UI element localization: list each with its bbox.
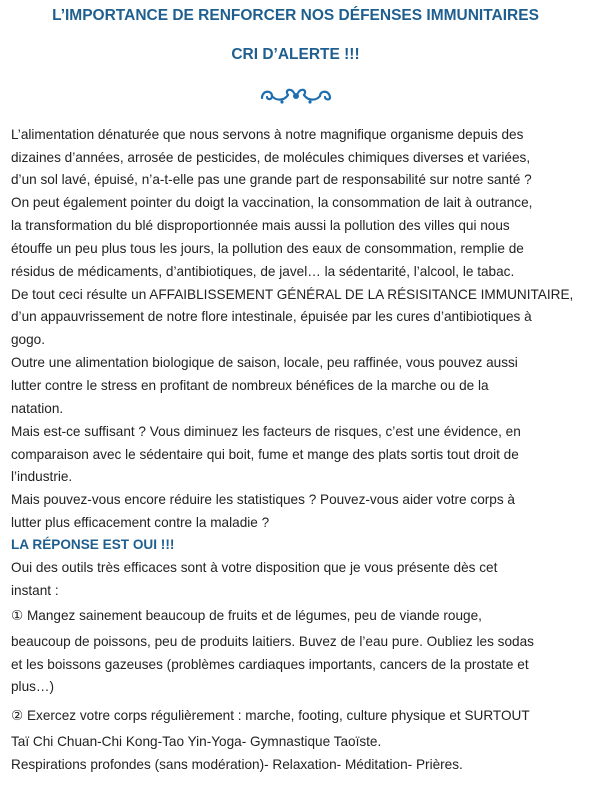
body-line: On peut également pointer du doigt la vaccination, la consommation de lait à outrance,	[11, 195, 533, 210]
document-subtitle: CRI D’ALERTE !!!	[231, 46, 360, 63]
body-line: et les boissons gazeuses (problèmes cardiaques importants, cancers de la prostate et	[11, 657, 529, 672]
body-line: beaucoup de poissons, peu de produits laitiers. Buvez de l’eau pure. Oubliez les sodas	[11, 634, 534, 649]
body-line: étouffe un peu plus tous les jours, la pollution des eaux de consommation, remplie de	[11, 241, 524, 256]
answer-heading: LA RÉPONSE EST OUI !!!	[11, 537, 175, 552]
body-line: Mais pouvez-vous encore réduire les statistiques ? Pouvez-vous aider votre corps à	[11, 492, 515, 507]
body-line: Respirations profondes (sans modération)- Relaxation- Méditation- Prières.	[11, 757, 463, 772]
body-line: plus…)	[11, 679, 55, 694]
body-line: lutter plus efficacement contre la maladie ?	[11, 515, 270, 530]
body-line: résidus de médicaments, d’antibiotiques, de javel… la sédentarité, l’alcool, le tabac.	[11, 264, 515, 279]
blue-swirl-ornament-icon	[258, 84, 334, 106]
body-line: dizaines d’années, arrosée de pesticides, de molécules chimiques diverses et variées,	[11, 150, 531, 165]
body-line: Oui des outils très efficaces sont à votre disposition que je vous présente dès cet	[11, 560, 498, 575]
body-line: la transformation du blé disproportionnée mais aussi la pollution des villes qui nous	[11, 218, 510, 233]
list-item-1: ① Mangez sainement beaucoup de fruits et de légumes, peu de viande rouge,	[11, 608, 482, 623]
body-line: d’un appauvrissement de notre flore intestinale, épuisée par les cures d’antibiotiques à	[11, 309, 532, 324]
body-line: De tout ceci résulte un AFFAIBLISSEMENT GÉNÉRAL DE LA RÉSISITANCE IMMUNITAIRE,	[11, 287, 574, 302]
body-line: l’industrie.	[11, 469, 73, 484]
body-line: Taï Chi Chuan-Chi Kong-Tao Yin-Yoga- Gymnastique Taoïste.	[11, 734, 382, 749]
body-line: comparaison avec le sédentaire qui boit, fume et mange des plats sortis tout droit de	[11, 447, 519, 462]
list-item-2: ② Exercez votre corps régulièrement : marche, footing, culture physique et SURTOUT	[11, 708, 530, 723]
body-line: d’un sol lavé, épuisé, n’a-t-elle pas une grande part de responsabilité sur notre santé ?	[11, 172, 532, 187]
body-line: natation.	[11, 401, 64, 416]
body-line: instant :	[11, 583, 59, 598]
body-line: Mais est-ce suffisant ? Vous diminuez les facteurs de risques, c’est une évidence, en	[11, 424, 521, 439]
document-title: L’IMPORTANCE DE RENFORCER NOS DÉFENSES IMMUNITAIRES	[52, 7, 539, 24]
body-line: gogo.	[11, 332, 46, 347]
body-line: L’alimentation dénaturée que nous servons à notre magnifique organisme depuis des	[11, 127, 524, 142]
body-line: lutter contre le stress en profitant de nombreux bénéfices de la marche ou de la	[11, 378, 489, 393]
body-line: Outre une alimentation biologique de saison, locale, peu raffinée, vous pouvez aussi	[11, 355, 518, 370]
